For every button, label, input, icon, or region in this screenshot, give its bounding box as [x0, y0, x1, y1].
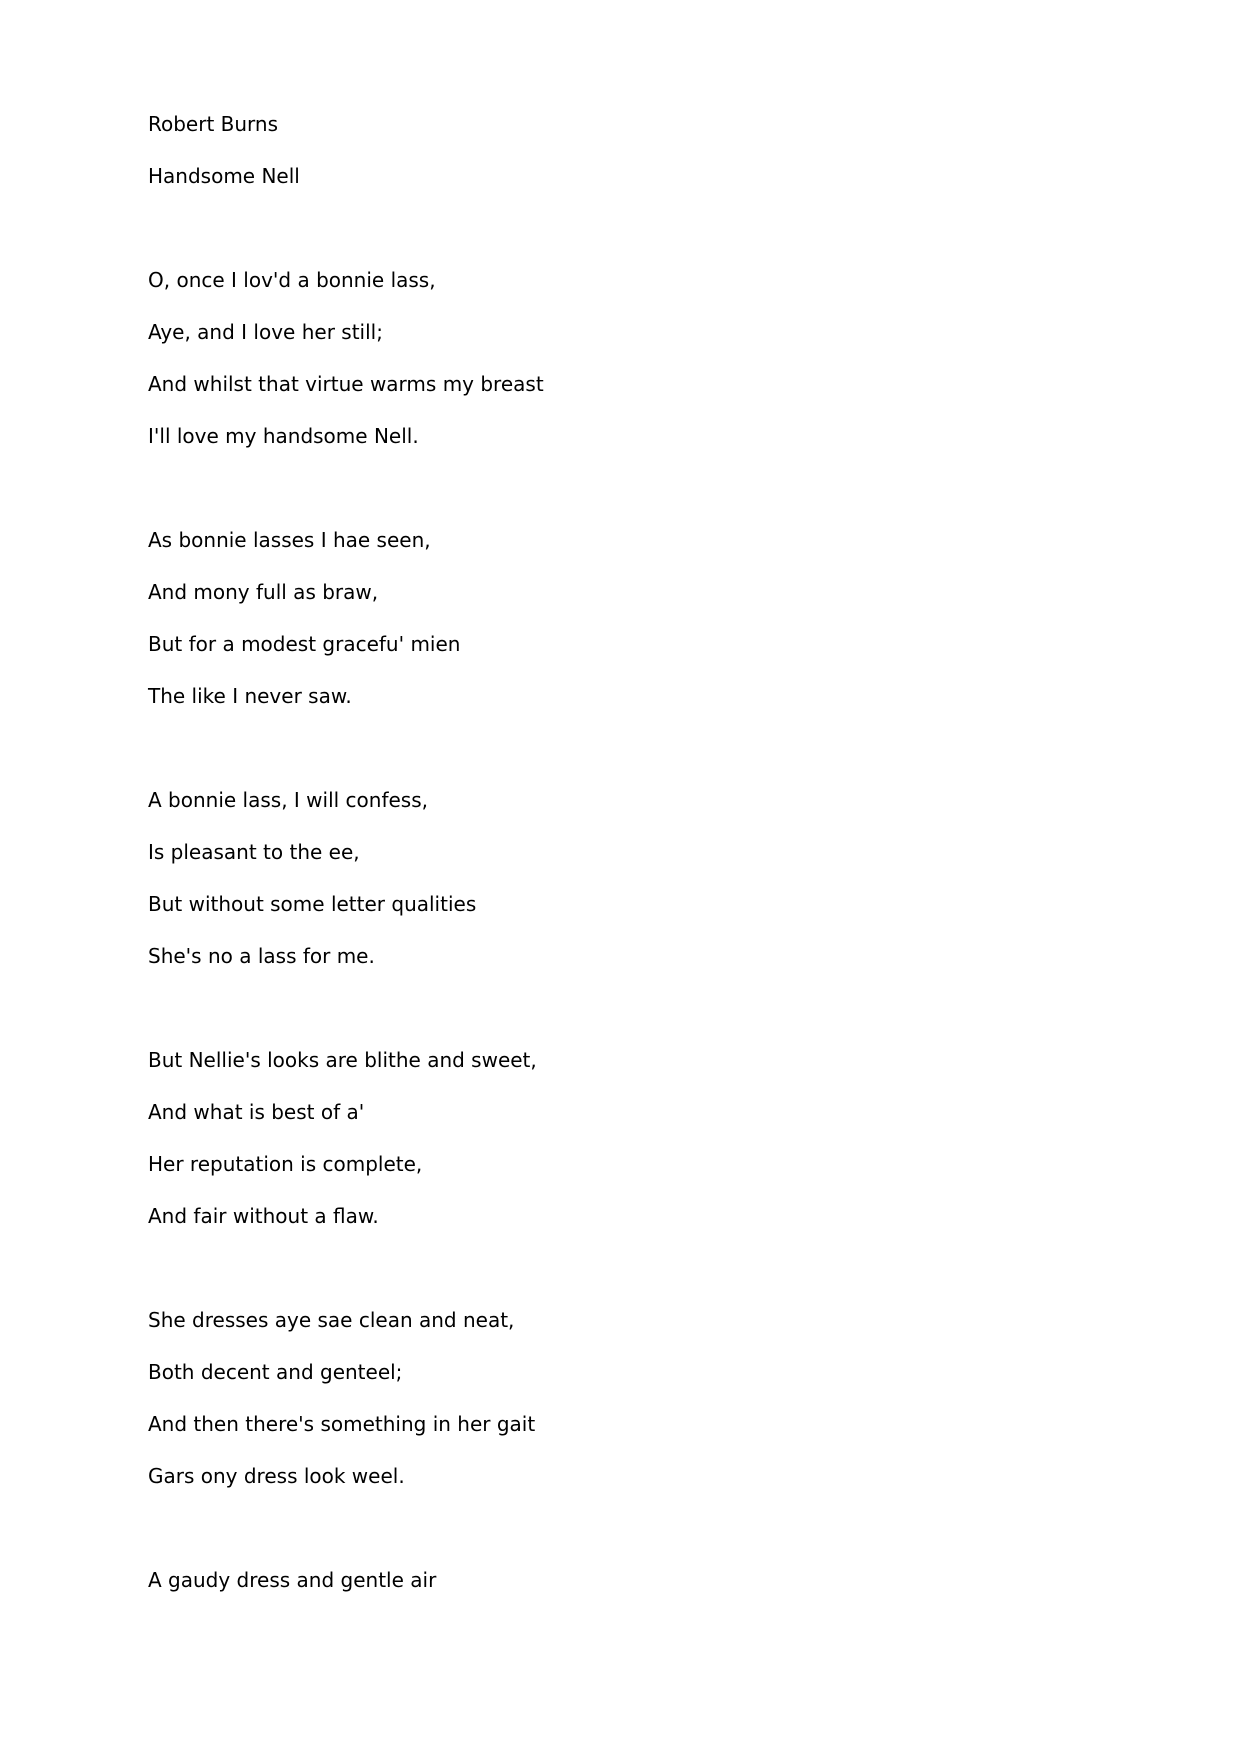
poem-line: And mony full as braw,	[148, 580, 379, 604]
poem-line: Her reputation is complete,	[148, 1152, 423, 1176]
poem-line: And then there's something in her gait	[148, 1412, 536, 1436]
poem-line: As bonnie lasses I hae seen,	[148, 528, 431, 552]
author-name: Robert Burns	[148, 112, 279, 136]
poem-line: But for a modest gracefu' mien	[148, 632, 461, 656]
stanza-6	[148, 1566, 1108, 1618]
poem-line: She dresses aye sae clean and neat,	[148, 1308, 515, 1332]
poem-line: And what is best of a'	[148, 1100, 365, 1124]
poem-line: The like I never saw.	[148, 684, 352, 708]
poem-line: And fair without a flaw.	[148, 1204, 379, 1228]
poem-line: O, once I lov'd a bonnie lass,	[148, 268, 436, 292]
poem-line: A gaudy dress and gentle air	[148, 1568, 437, 1592]
stanza-2	[148, 526, 1108, 734]
poem-line: Both decent and genteel;	[148, 1360, 403, 1384]
stanza-4	[148, 1046, 1108, 1254]
poem-line: A bonnie lass, I will confess,	[148, 788, 428, 812]
poem-line: Aye, and I love her still;	[148, 320, 383, 344]
stanza-3	[148, 786, 1108, 994]
poem-line: Gars ony dress look weel.	[148, 1464, 405, 1488]
poem-line: But Nellie's looks are blithe and sweet,	[148, 1048, 537, 1072]
poem-line: Is pleasant to the ee,	[148, 840, 360, 864]
poem-line: I'll love my handsome Nell.	[148, 424, 419, 448]
poem-title: Handsome Nell	[148, 164, 300, 188]
stanza-5	[148, 1306, 1108, 1514]
poem-text	[148, 110, 1108, 1618]
poem-line: And whilst that virtue warms my breast	[148, 372, 544, 396]
poem-line: But without some letter qualities	[148, 892, 477, 916]
poem-line: She's no a lass for me.	[148, 944, 375, 968]
stanza-1	[148, 266, 1108, 474]
